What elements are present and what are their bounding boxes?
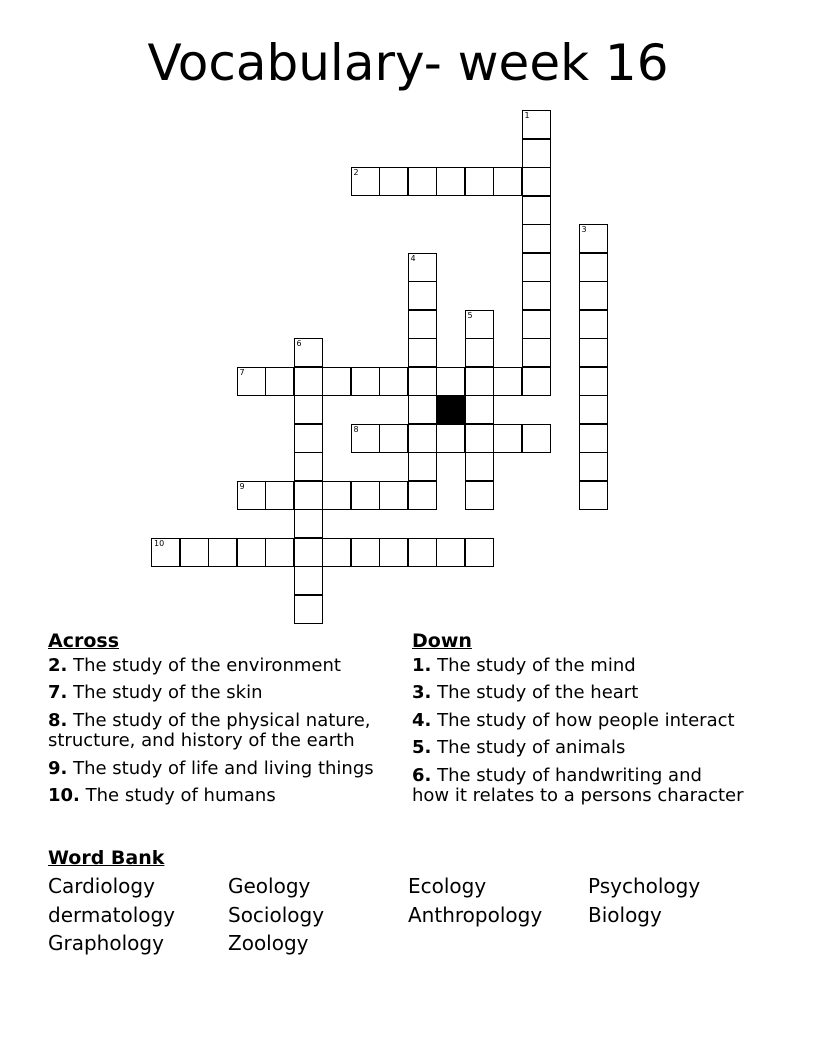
clue-number: 6 [296,339,302,348]
grid-cell[interactable] [579,424,608,453]
clue-number: 5 [467,310,473,320]
grid-cell[interactable] [579,395,608,424]
clue-number: 9 [239,481,245,491]
word-bank-item: Biology [588,903,662,927]
grid-cell[interactable] [237,367,266,396]
clue-across-7: 7. The study of the skin [48,682,263,703]
grid-cell[interactable] [351,481,380,510]
clue-number: 1 [524,111,530,120]
grid-cell[interactable] [408,367,437,396]
grid-cell[interactable] [579,224,608,253]
grid-cell[interactable] [322,538,351,567]
word-bank-item: Zoology [228,931,309,955]
grid-cell[interactable] [351,367,380,396]
grid-cell[interactable] [408,253,437,282]
clue-number: 3 [581,225,587,234]
word-bank-item: Graphology [48,931,164,955]
grid-cell[interactable] [322,367,351,396]
clue-number: 2 [353,168,359,177]
grid-cell[interactable] [522,424,551,453]
grid-cell[interactable] [408,167,437,196]
grid-cell[interactable] [151,538,180,567]
page-title: Vocabulary- week 16 [147,34,669,92]
word-bank-item: Ecology [408,874,487,898]
word-bank-item: dermatology [48,903,176,927]
grid-cell[interactable] [294,509,323,538]
clue-down-5: 5. The study of animals [412,737,626,758]
word-bank-item: Anthropology [408,903,543,927]
grid-block-cell [436,395,465,424]
grid-cell[interactable] [408,395,437,424]
grid-cell[interactable] [408,481,437,510]
grid-cell[interactable] [522,110,551,139]
grid-cell[interactable] [579,452,608,481]
clue-number: 10 [154,538,165,548]
grid-cell[interactable] [351,167,380,196]
grid-cell[interactable] [522,281,551,310]
grid-cell[interactable] [465,424,494,453]
grid-cell[interactable] [465,310,494,339]
grid-cell[interactable] [294,538,323,567]
grid-cell[interactable] [294,338,323,367]
clue-across-8: 8. The study of the physical nature, structure, and history of the earth [48,710,371,751]
grid-cell[interactable] [294,481,323,510]
grid-cell[interactable] [351,424,380,453]
grid-cell[interactable] [322,481,351,510]
grid-cell[interactable] [522,196,551,225]
grid-cell[interactable] [465,481,494,510]
grid-cell[interactable] [408,424,437,453]
grid-cell[interactable] [265,538,294,567]
grid-cell[interactable] [351,538,380,567]
grid-cell[interactable] [379,367,408,396]
grid-cell[interactable] [465,167,494,196]
grid-cell[interactable] [180,538,209,567]
grid-cell[interactable] [408,281,437,310]
grid-cell[interactable] [265,367,294,396]
grid-cell[interactable] [408,452,437,481]
grid-cell[interactable] [579,310,608,339]
grid-cell[interactable] [493,167,522,196]
grid-cell[interactable] [436,367,465,396]
grid-cell[interactable] [522,310,551,339]
grid-cell[interactable] [522,338,551,367]
word-bank-item: Psychology [588,874,701,898]
word-bank-item: Cardiology [48,874,155,898]
grid-cell[interactable] [465,395,494,424]
grid-cell[interactable] [237,481,266,510]
grid-cell[interactable] [379,424,408,453]
grid-cell[interactable] [522,367,551,396]
grid-cell[interactable] [579,481,608,510]
grid-cell[interactable] [522,139,551,168]
clue-down-6: 6. The study of handwriting and how it relates to a persons character [412,765,744,806]
grid-cell[interactable] [237,538,266,567]
grid-cell[interactable] [579,281,608,310]
grid-cell[interactable] [522,224,551,253]
grid-cell[interactable] [522,253,551,282]
clue-down-3: 3. The study of the heart [412,682,639,703]
grid-cell[interactable] [408,538,437,567]
grid-cell[interactable] [408,338,437,367]
grid-cell[interactable] [294,424,323,453]
grid-cell[interactable] [294,395,323,424]
grid-cell[interactable] [579,338,608,367]
grid-cell[interactable] [465,338,494,367]
clue-across-9: 9. The study of life and living things [48,758,374,779]
grid-cell[interactable] [379,538,408,567]
grid-cell[interactable] [579,367,608,396]
grid-cell[interactable] [465,452,494,481]
grid-cell[interactable] [436,167,465,196]
grid-cell[interactable] [379,167,408,196]
grid-cell[interactable] [294,452,323,481]
clue-number: 4 [410,253,416,263]
grid-cell[interactable] [493,424,522,453]
word-bank-item: Sociology [228,903,325,927]
word-bank-item: Geology [228,874,311,898]
grid-cell[interactable] [294,595,323,624]
word-bank-heading: Word Bank [48,847,165,869]
clue-across-2: 2. The study of the environment [48,655,341,676]
grid-cell[interactable] [493,367,522,396]
clue-down-1: 1. The study of the mind [412,655,636,676]
clue-across-10: 10. The study of humans [48,785,276,806]
down-heading: Down [412,630,472,652]
grid-cell[interactable] [208,538,237,567]
grid-cell[interactable] [294,367,323,396]
clue-number: 8 [353,424,359,434]
grid-cell[interactable] [436,538,465,567]
grid-cell[interactable] [294,566,323,595]
grid-cell[interactable] [522,167,551,196]
grid-cell[interactable] [265,481,294,510]
grid-cell[interactable] [465,367,494,396]
clue-number: 7 [239,367,245,377]
grid-cell[interactable] [379,481,408,510]
grid-cell[interactable] [436,424,465,453]
grid-cell[interactable] [579,253,608,282]
clue-down-4: 4. The study of how people interact [412,710,735,731]
grid-cell[interactable] [465,538,494,567]
across-heading: Across [48,630,120,652]
grid-cell[interactable] [408,310,437,339]
